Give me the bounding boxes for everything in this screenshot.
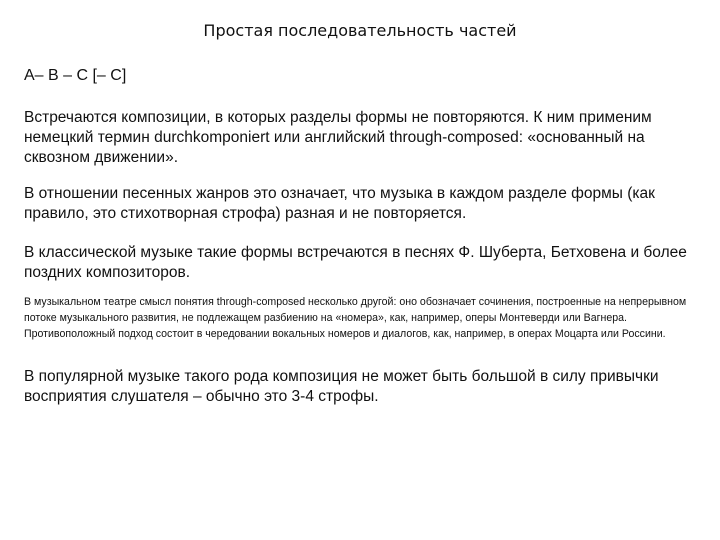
paragraph-popular-music: В популярной музыке такого рода композиция не может быть большой в силу привычки восприятия слушателя – обычно это 3-4 строфы. xyxy=(24,368,659,405)
paragraph-musical-theatre: В музыкальном театре смысл понятия through-composed несколько другой: оно обозначает сочинения, построенные на непрерывном потоке музыкального развития, не подлежащем разбиению на «номера», как, например, оперы Монтеверди или Вагнера. Противоположный подход состоит в чередовании вокальных номеров и диалогов, как, например, в операх Моцарта или Россини. xyxy=(24,296,687,340)
slide-title: Простая последовательность частей xyxy=(203,21,517,40)
form-formula: A– B – C [– C] xyxy=(24,67,127,84)
paragraph-durchkomponiert: Встречаются композиции, в которых разделы формы не повторяются. К ним применим немецкий термин durchkomponiert или английский through-composed: «основанный на сквозном движении». xyxy=(24,109,652,166)
paragraph-song-genres: В отношении песенных жанров это означает, что музыка в каждом разделе формы (как правило, это стихотворная строфа) разная и не повторяется. xyxy=(24,185,655,222)
paragraph-classical-music: В классической музыке такие формы встречаются в песнях Ф. Шуберта, Бетховена и более поздних композиторов. xyxy=(24,244,687,281)
